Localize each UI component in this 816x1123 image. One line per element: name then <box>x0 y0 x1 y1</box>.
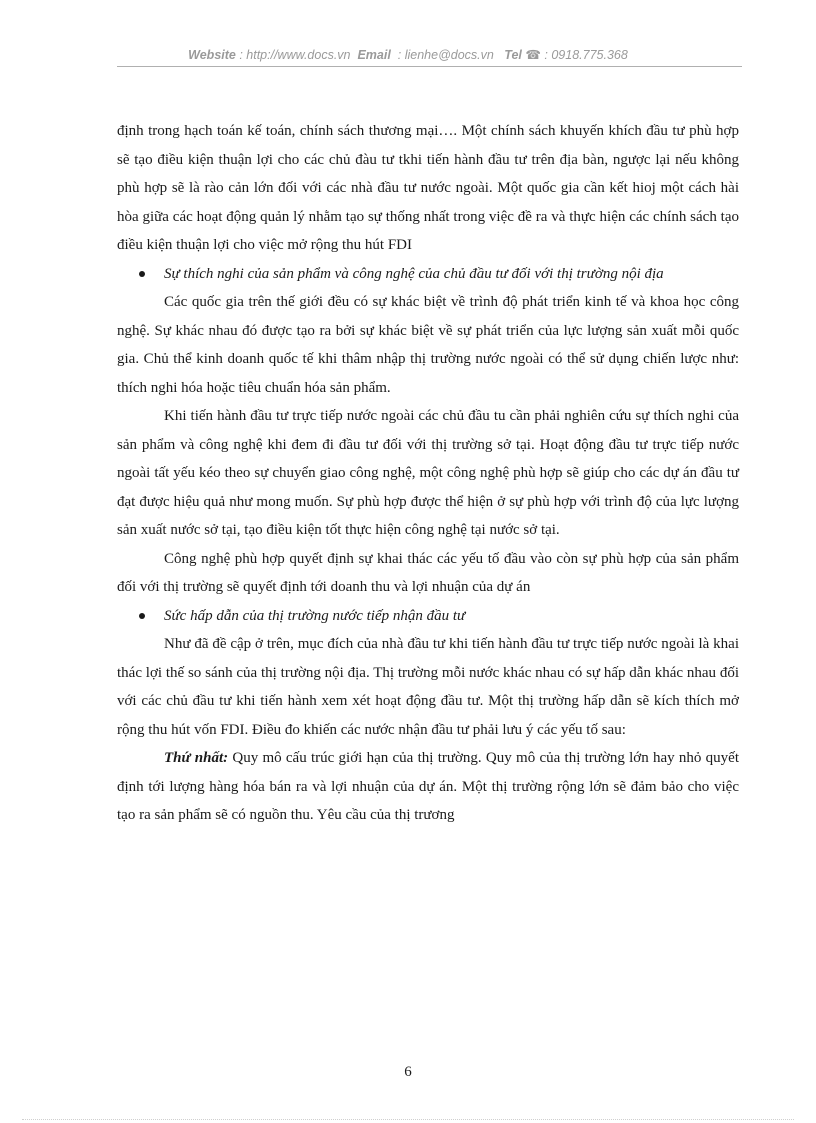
paragraph-5: Như đã đề cập ở trên, mục đích của nhà đầu tư khi tiến hành đầu tư trực tiếp nước ngoài là khai thác lợi thế so sánh của thị trường nội địa. Thị trường mỗi nước khác nhau có sự hấp dẫn khác nhau đối với các chủ đầu tư khi tiến hành xem xét hoạt động đầu tư. Một thị trường hấp dẫn sẽ kích thích mở rộng thu hút vốn FDI. Điều đo khiến các nước nhận đầu tư phải lưu ý các yếu tố sau: <box>117 636 739 738</box>
paragraph-4: Công nghệ phù hợp quyết định sự khai thác các yếu tố đầu vào còn sự phù hợp của sản phẩm đối với thị trường sẽ quyết định tới doanh thu và lợi nhuận của dự án <box>117 550 739 595</box>
bullet-icon <box>139 271 145 277</box>
paragraph-6-lead: Thứ nhất: <box>164 750 229 766</box>
bullet-item-2 <box>117 602 739 631</box>
paragraph-6 <box>117 744 739 830</box>
bullet-icon <box>139 613 145 619</box>
document-body <box>117 117 739 830</box>
email-link[interactable]: : lienhe@docs.vn <box>397 48 494 62</box>
website-link[interactable]: : http://www.docs.vn <box>239 48 351 62</box>
tel-label: Tel ☎ <box>504 48 541 62</box>
paragraph-6-text: Quy mô cấu trúc giới hạn của thị trường. Quy mô của thị trường lớn hay nhỏ quyết định tới lượng hàng hóa bán ra và lợi nhuận của dự án. Một thị trường rộng lớn sẽ đảm bảo cho việc tạo ra sản phẩm sẽ có nguồn thu. Yêu cầu của thị trương <box>117 750 739 823</box>
bullet-item-1-text: Sự thích nghi của sản phẩm và công nghệ của chủ đầu tư đối với thị trường nội địa <box>164 265 664 282</box>
page-header <box>0 47 816 62</box>
bullet-item-2-text: Sức hấp dẫn của thị trường nước tiếp nhận đầu tư <box>164 607 466 624</box>
bullet-item-1 <box>117 260 739 289</box>
footer-divider <box>22 1119 794 1120</box>
header-divider <box>117 66 742 67</box>
page-number: 6 <box>404 1064 412 1080</box>
paragraph-2: Các quốc gia trên thế giới đều có sự khác biệt về trình độ phát triển kinh tế và khoa học công nghệ. Sự khác nhau đó được tạo ra bởi sự khác biệt về sự phát triển của lực lượng sản xuất mỗi quốc gia. Chủ thể kinh doanh quốc tế khi thâm nhập thị trường nước ngoài có thể sử dụng chiến lược như: thích nghi hóa hoặc tiêu chuẩn hóa sản phẩm. <box>117 294 739 396</box>
tel-value: : 0918.775.368 <box>544 48 628 62</box>
website-label: Website <box>188 48 236 62</box>
paragraph-1: định trong hạch toán kế toán, chính sách thương mại…. Một chính sách khuyến khích đầu tư phù hợp sẽ tạo điều kiện thuận lợi cho các chủ đàu tư tkhi tiến hành đầu tư trên địa bàn, ngược lại nếu không phù hợp sẽ là rào cản lớn đối với các nhà đầu tư nước ngoài. Một quốc gia cần kết hioj một cách hài hòa giữa các hoạt động quản lý nhằm tạo sự thống nhất trong việc đề ra và thực hiện các chính sách tạo điều kiện thuận lợi cho việc mở rộng thu hút FDI <box>117 123 739 253</box>
paragraph-3: Khi tiến hành đầu tư trực tiếp nước ngoài các chủ đầu tu cần phải nghiên cứu sự thích nghi của sản phẩm và công nghệ khi đem đi đầu tư đối với thị trường sở tại. Hoạt động đầu tư trực tiếp nước ngoài tất yếu kéo theo sự chuyển giao công nghệ, một công nghệ phù hợp sẽ giúp cho các dự án đầu tư đạt được hiệu quả như mong muốn. Sự phù hợp được thể hiện ở sự phù hợp với trình độ của lực lượng sản xuất nước sở tại, tạo điều kiện tốt thực hiện công nghệ tại nước sở tại. <box>117 408 739 538</box>
email-label: Email <box>357 48 391 62</box>
